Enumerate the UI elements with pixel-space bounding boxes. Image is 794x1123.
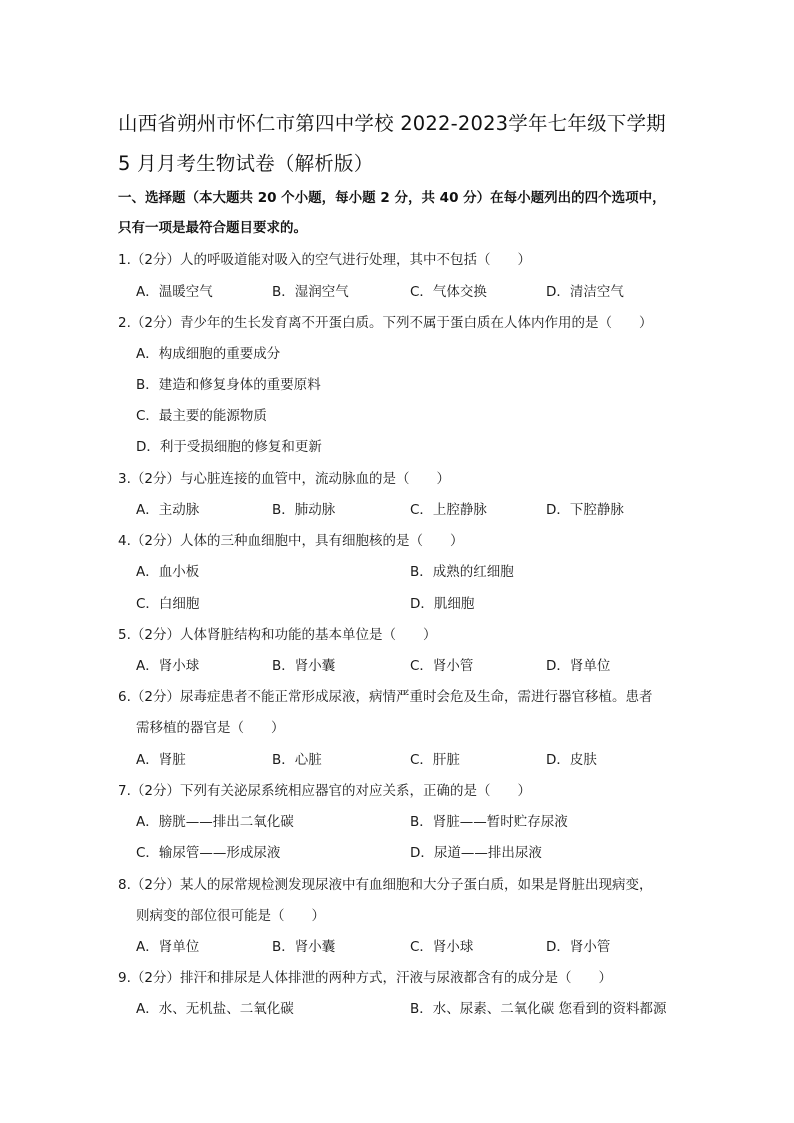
question-5-option-c: C．肾小管 — [410, 658, 474, 674]
question-3-option-a: A．主动脉 — [136, 502, 200, 518]
question-1-option-b: B．湿润空气 — [272, 284, 349, 300]
question-8-option-c: C．肾小球 — [410, 939, 474, 955]
question-2-option-a: A．构成细胞的重要成分 — [136, 346, 281, 362]
question-6-option-c: C．肝脏 — [410, 752, 460, 768]
question-2-option-b: B．建造和修复身体的重要原料 — [136, 377, 321, 393]
question-1-stem: 1.（2分）人的呼吸道能对吸入的空气进行处理，其中不包括（ ） — [118, 252, 531, 268]
question-8-stem-line-2: 则病变的部位很可能是（ ） — [136, 908, 325, 924]
question-1-option-a: A．温暖空气 — [136, 284, 213, 300]
question-6-stem-line-1: 6.（2分）尿毒症患者不能正常形成尿液，病情严重时会危及生命，需进行器官移植。患者 — [118, 689, 653, 705]
question-5-option-d: D．肾单位 — [546, 658, 611, 674]
question-4-option-b: B．成熟的红细胞 — [410, 564, 514, 580]
question-3-option-d: D．下腔静脉 — [546, 502, 624, 518]
question-2-option-c: C．最主要的能源物质 — [136, 408, 267, 424]
question-3-option-c: C．上腔静脉 — [410, 502, 487, 518]
question-9-stem: 9.（2分）排汗和排尿是人体排泄的两种方式，汗液与尿液都含有的成分是（ ） — [118, 970, 612, 986]
question-4-option-d: D．肌细胞 — [410, 596, 475, 612]
question-7-option-a: A．膀胱——排出二氧化碳 — [136, 814, 294, 830]
question-1-option-c: C．气体交换 — [410, 284, 487, 300]
question-4-option-c: C．白细胞 — [136, 596, 200, 612]
question-9-option-b: B．水、尿素、二氧化碳 您看到的资料都源 — [410, 1001, 667, 1017]
question-6-option-b: B．心脏 — [272, 752, 322, 768]
question-9-option-a: A．水、无机盐、二氧化碳 — [136, 1001, 294, 1017]
question-2-option-d: D．利于受损细胞的修复和更新 — [136, 439, 322, 455]
question-7-option-b: B．肾脏——暂时贮存尿液 — [410, 814, 568, 830]
question-2-stem: 2.（2分）青少年的生长发育离不开蛋白质。下列不属于蛋白质在人体内作用的是（ ） — [118, 315, 653, 331]
document-title-line-1: 山西省朔州市怀仁市第四中学校 2022-2023学年七年级下学期 — [118, 112, 666, 135]
question-7-option-d: D．尿道——排出尿液 — [410, 845, 542, 861]
question-4-option-a: A．血小板 — [136, 564, 200, 580]
question-3-stem: 3.（2分）与心脏连接的血管中，流动脉血的是（ ） — [118, 471, 450, 487]
question-6-option-a: A．肾脏 — [136, 752, 186, 768]
section-heading-line-1: 一、选择题（本大题共 20 个小题，每小题 2 分，共 40 分）在每小题列出的四个选项中， — [118, 190, 666, 206]
section-heading-line-2: 只有一项是最符合题目要求的。 — [118, 220, 307, 236]
question-8-option-b: B．肾小囊 — [272, 939, 336, 955]
question-5-stem: 5.（2分）人体肾脏结构和功能的基本单位是（ ） — [118, 627, 437, 643]
question-4-stem: 4.（2分）人体的三种血细胞中，具有细胞核的是（ ） — [118, 533, 464, 549]
question-5-option-b: B．肾小囊 — [272, 658, 336, 674]
question-8-stem-line-1: 8.（2分）某人的尿常规检测发现尿液中有血细胞和大分子蛋白质，如果是肾脏出现病变， — [118, 877, 653, 893]
question-7-stem: 7.（2分）下列有关泌尿系统相应器官的对应关系，正确的是（ ） — [118, 783, 531, 799]
question-7-option-c: C．输尿管——形成尿液 — [136, 845, 281, 861]
question-6-option-d: D．皮肤 — [546, 752, 597, 768]
question-5-option-a: A．肾小球 — [136, 658, 200, 674]
document-title-line-2: 5 月月考生物试卷（解析版） — [118, 152, 374, 175]
question-6-stem-line-2: 需移植的器官是（ ） — [136, 720, 285, 736]
question-1-option-d: D．清洁空气 — [546, 284, 624, 300]
question-8-option-d: D．肾小管 — [546, 939, 611, 955]
question-8-option-a: A．肾单位 — [136, 939, 200, 955]
question-3-option-b: B．肺动脉 — [272, 502, 336, 518]
